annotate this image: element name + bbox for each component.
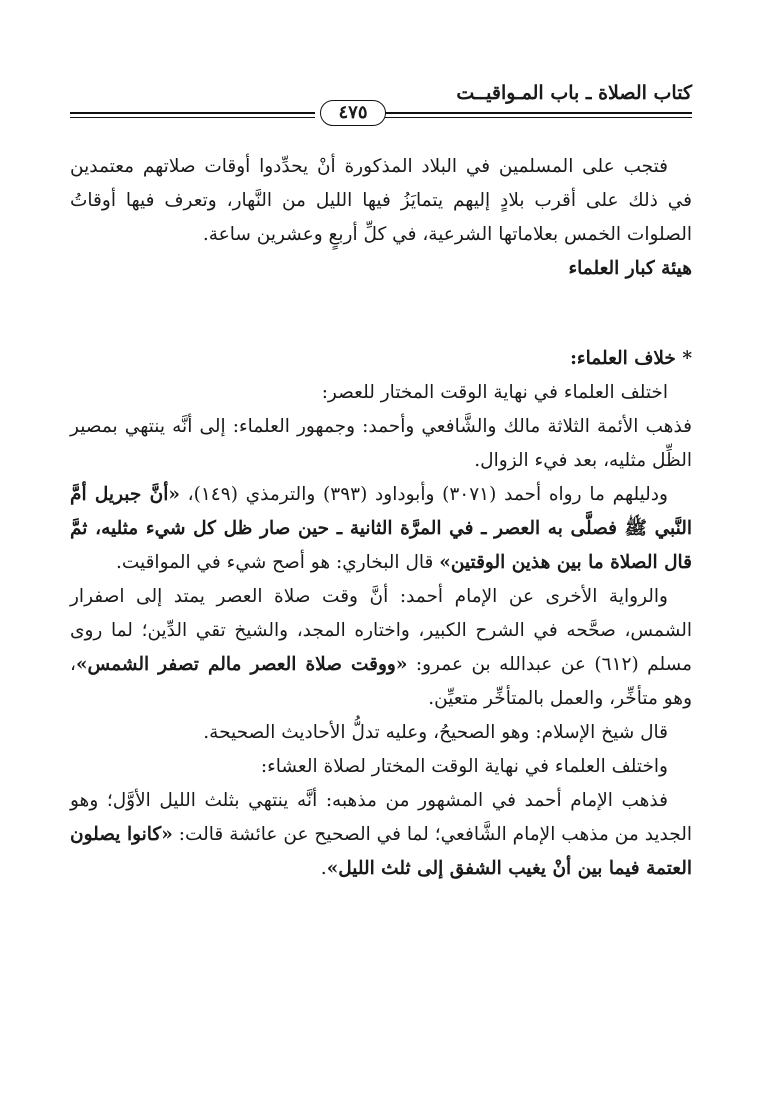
paragraph-other-narration: [70, 580, 692, 716]
hadith-quote-aisha: «كانوا يصلون العتمة فيما بين أنْ يغيب الشفق إلى ثلث الليل»: [70, 824, 692, 879]
section-heading: * خلاف العلماء:: [570, 348, 692, 369]
paragraph-isha-intro: واختلف العلماء في نهاية الوقت المختار لصلاة العشاء:: [260, 756, 668, 777]
header-rule-right: [380, 112, 692, 118]
hadith-quote-asr: «ووقت صلاة العصر مالم تصفر الشمس»: [75, 654, 408, 675]
page-body: [70, 150, 692, 886]
evidence-text: ودليلهم ما رواه أحمد (٣٠٧١) وأبوداود (٣٩٣) والترمذي (١٤٩)،: [179, 484, 668, 505]
paragraph-fatwa: فتجب على المسلمين في البلاد المذكورة أنْ يحدِّدوا أوقات صلاتهم معتمدين في ذلك على أقرب بلادٍ إليهم يتمايَزُ فيها الليل من النَّهار، وتعرف فيها أوقاتُ الصلوات الخمس بعلاماتها الشرعية، في كلِّ أربعٍ وعشرين ساعة.: [70, 156, 692, 245]
page-number: ٤٧٥: [320, 100, 386, 126]
paragraph-isha-view: [70, 784, 692, 886]
header-rule-left: [70, 112, 315, 118]
isha-text: فذهب الإمام أحمد في المشهور من مذهبه: أنَّه ينتهي بثلث الليل الأوَّل؛ وهو الجديد من مذهب الإمام الشَّافعي؛ لما في الصحيح عن عائشة قالت:: [70, 790, 692, 845]
evidence-text-end: قال البخاري: هو أصح شيء في المواقيت.: [115, 552, 440, 573]
narration-text-end: ، وهو متأخِّر، والعمل بالمتأخِّر متعيِّن.: [70, 654, 692, 709]
narration-text: والرواية الأخرى عن الإمام أحمد: أنَّ وقت صلاة العصر يمتد إلى اصفرار الشمس، صحَّحه في الشرح الكبير، واختاره المجد، والشيخ تقي الدِّين؛ لما روى مسلم (٦١٢) عن عبدالله بن عمرو:: [70, 586, 693, 675]
paragraph-majority-view: فذهب الأئمة الثلاثة مالك والشَّافعي وأحمد: وجمهور العلماء: إلى أنَّه ينتهي بمصير الظِّل مثليه، بعد فيء الزوال.: [70, 416, 692, 471]
running-title: كتاب الصلاة ـ باب المـواقيــت: [456, 82, 692, 104]
fatwa-signature: هيئة كبار العلماء: [568, 258, 692, 279]
paragraph-evidence: [70, 478, 692, 580]
paragraph-asr-intro: اختلف العلماء في نهاية الوقت المختار للعصر:: [321, 382, 668, 403]
paragraph-shaykh-islam: قال شيخ الإسلام: وهو الصحيحُ، وعليه تدلُّ الأحاديث الصحيحة.: [203, 722, 668, 743]
isha-text-end: .: [320, 858, 327, 879]
hadith-quote-jibril: «أنَّ جبريل أمَّ النَّبي ﷺ فصلَّى به العصر ـ في المرَّة الثانية ـ حين صار ظل كل شيء مثليه، ثمَّ قال الصلاة ما بين هذين الوقتين»: [70, 484, 692, 573]
header-rule: [70, 104, 692, 128]
